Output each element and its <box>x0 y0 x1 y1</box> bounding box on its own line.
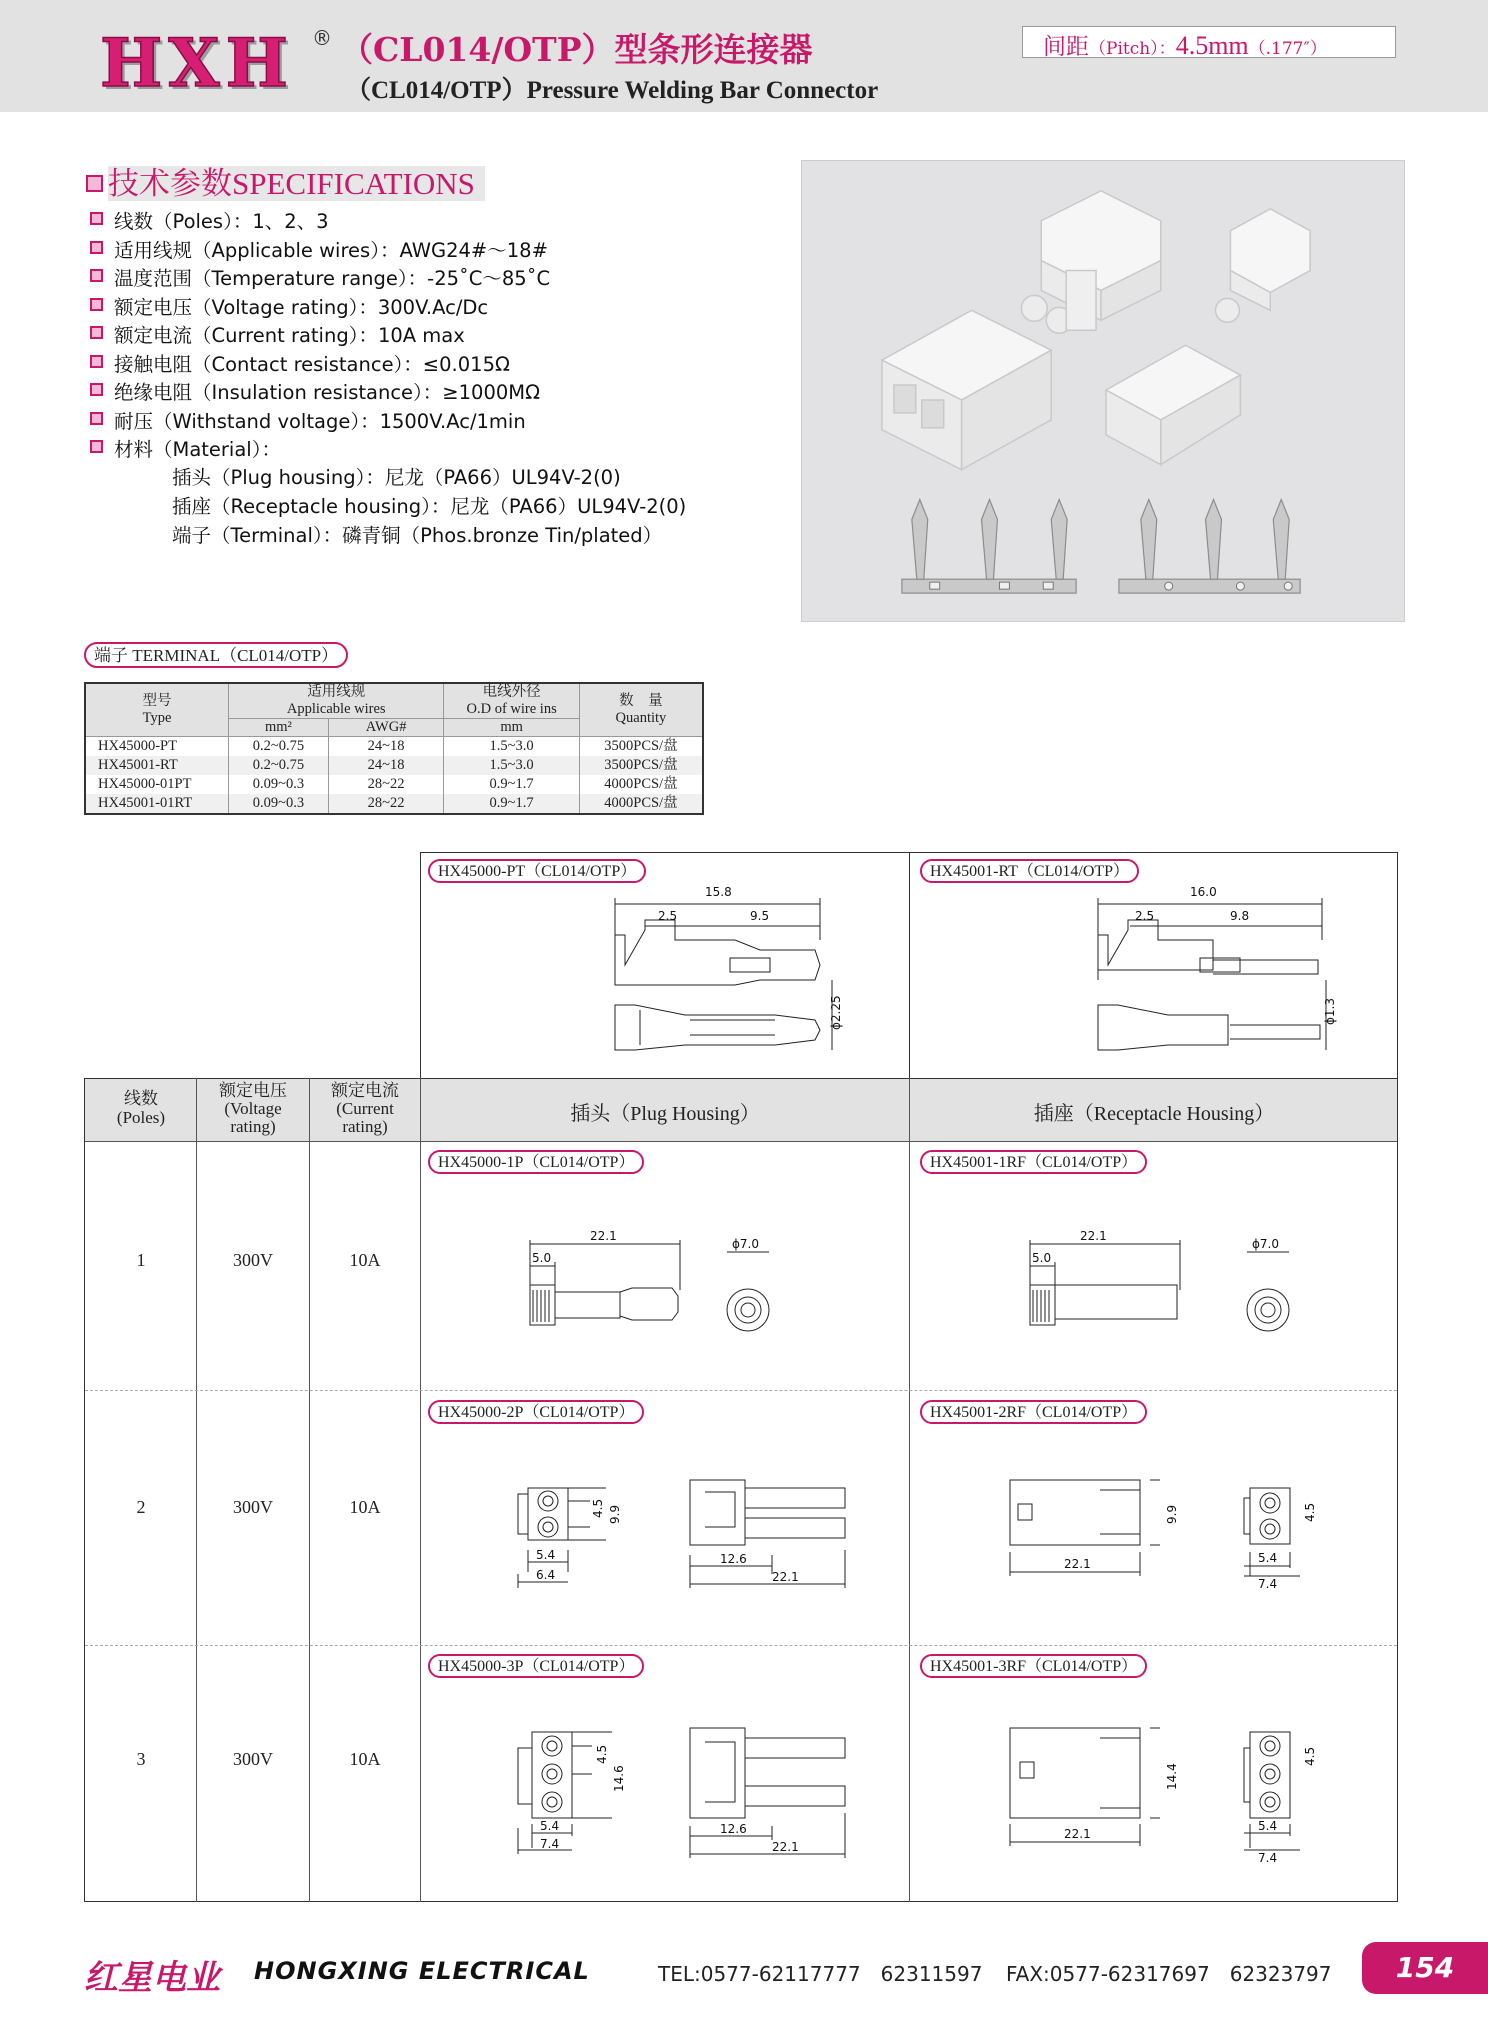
square-bullet-icon <box>90 298 103 311</box>
dim-pitch: 4.5 <box>1303 1746 1317 1766</box>
row-divider <box>85 1645 1397 1646</box>
plug-1p-label: HX45000-1P（CL014/OTP） <box>428 1150 644 1174</box>
dim-l1: 12.6 <box>720 1822 747 1836</box>
dim-total: 22.1 <box>1080 1229 1107 1243</box>
table-row: HX45001-RT 0.2~0.75 24~18 1.5~3.0 3500PCS/盘 <box>85 756 703 775</box>
table-row: HX45000-01PT 0.09~0.3 28~22 0.9~1.7 4000PCS/盘 <box>85 775 703 794</box>
brand-logo: HXH <box>100 24 294 102</box>
spec-item: 温度范围（Temperature range）：-25˚C～85˚C <box>90 263 790 292</box>
terminal-pt-label: HX45000-PT（CL014/OTP） <box>428 859 646 883</box>
header-divider <box>85 1141 1397 1142</box>
fax: FAX:0577-62317697 62323797 <box>1006 1962 1332 1986</box>
terminal-pt-drawing <box>600 880 860 1070</box>
dim-w1: 5.4 <box>1258 1551 1278 1565</box>
header-plug: 插头（Plug Housing） <box>570 1103 760 1125</box>
poles-value: 1 <box>136 1250 146 1270</box>
col-divider <box>196 1078 197 1902</box>
dim-dia: ϕ7.0 <box>732 1237 759 1251</box>
plug-3p-drawing <box>510 1718 850 1868</box>
col-awg: AWG# <box>328 719 444 737</box>
spec-item: 材料（Material）： <box>90 434 790 463</box>
header-current: 额定电流 (Current rating) <box>331 1081 399 1136</box>
dim-w2: 7.4 <box>1258 1577 1278 1591</box>
spec-title-en: SPECIFICATIONS <box>232 166 475 201</box>
square-bullet-icon <box>90 212 103 225</box>
voltage-value: 300V <box>233 1749 273 1769</box>
spec-item: 绝缘电阻（Insulation resistance）：≥1000MΩ <box>90 377 790 406</box>
registered-mark: ® <box>312 26 332 50</box>
pitch-label: 间距 <box>1043 34 1089 60</box>
dim-total: 16.0 <box>1190 885 1217 899</box>
pitch-value: 4.5mm <box>1175 31 1249 60</box>
pitch-label-en: （Pitch）： <box>1089 39 1176 59</box>
col-divider <box>309 1078 310 1902</box>
dim-front: 5.0 <box>1032 1251 1052 1265</box>
row-divider <box>85 1390 1397 1391</box>
dim-front: 5.0 <box>532 1251 552 1265</box>
dim-length: 22.1 <box>1064 1827 1091 1841</box>
page-header <box>0 0 1488 112</box>
title-chinese: （CL014/OTP）型条形连接器 <box>340 30 813 69</box>
spec-item: 接触电阻（Contact resistance）：≤0.015Ω <box>90 349 790 378</box>
spec-item: 额定电流（Current rating）：10A max <box>90 320 790 349</box>
poles-value: 3 <box>136 1749 146 1769</box>
pitch-inch: （.177″） <box>1248 39 1327 59</box>
receptacle-1rf-label: HX45001-1RF（CL014/OTP） <box>920 1150 1147 1174</box>
plug-2p-label: HX45000-2P（CL014/OTP） <box>428 1400 644 1424</box>
dim-l1: 12.6 <box>720 1552 747 1566</box>
col-od: 电线外径 O.D of wire ins <box>444 683 579 719</box>
col-type: 型号 Type <box>85 683 229 737</box>
receptacle-2rf-label: HX45001-2RF（CL014/OTP） <box>920 1400 1147 1424</box>
product-photo <box>801 160 1405 622</box>
square-bullet-icon <box>90 412 103 425</box>
dim-height: 14.6 <box>612 1765 626 1792</box>
terminal-rt-drawing <box>1090 880 1350 1070</box>
receptacle-2rf-drawing <box>1000 1470 1340 1600</box>
frame-divider <box>909 852 910 1078</box>
square-bullet-icon <box>90 269 103 282</box>
col-od-unit: mm <box>444 719 579 737</box>
spec-title-cn: 技术参数 <box>108 166 232 201</box>
header-voltage: 额定电压 (Voltage rating) <box>219 1081 287 1136</box>
square-bullet-icon <box>90 383 103 396</box>
spec-item: 线数（Poles）：1、2、3 <box>90 206 790 235</box>
dim-dia: ϕ1.3 <box>1323 998 1337 1025</box>
table-row: HX45001-01RT 0.09~0.3 28~22 0.9~1.7 4000PCS/盘 <box>85 794 703 814</box>
receptacle-3rf-drawing <box>1000 1718 1340 1868</box>
dim-1: 2.5 <box>1135 909 1155 923</box>
dim-2: 9.8 <box>1230 909 1250 923</box>
title-english: （CL014/OTP）Pressure Welding Bar Connector <box>346 77 879 104</box>
voltage-value: 300V <box>233 1497 273 1517</box>
dim-height: 9.9 <box>608 1504 622 1524</box>
spec-title <box>86 158 485 203</box>
col-divider <box>909 1078 910 1902</box>
dim-total: 15.8 <box>705 885 732 899</box>
dim-height: 14.4 <box>1165 1763 1179 1790</box>
connector-photo-illustration <box>802 161 1404 621</box>
page-number: 154 <box>1362 1942 1488 1994</box>
telephone: TEL:0577-62117777 62311597 <box>658 1962 983 1986</box>
square-bullet-icon <box>90 355 103 368</box>
poles-value: 2 <box>136 1497 146 1517</box>
material-item: 端子（Terminal）：磷青铜（Phos.bronze Tin/plated） <box>172 524 663 547</box>
dim-dia: ϕ2.25 <box>829 995 843 1030</box>
col-mm2: mm² <box>229 719 329 737</box>
square-bullet-icon <box>90 440 103 453</box>
square-bullet-icon <box>86 175 103 192</box>
dim-height: 9.9 <box>1165 1504 1179 1524</box>
header-receptacle: 插座（Receptacle Housing） <box>1033 1103 1275 1125</box>
spec-item: 适用线规（Applicable wires）：AWG24#～18# <box>90 235 790 264</box>
col-wires: 适用线规 Applicable wires <box>229 683 444 719</box>
company-name-en: HONGXING ELECTRICAL <box>254 1957 590 1985</box>
company-name-cn: 红星电业 <box>84 1958 220 1998</box>
square-bullet-icon <box>90 326 103 339</box>
square-bullet-icon <box>90 241 103 254</box>
dim-total: 22.1 <box>590 1229 617 1243</box>
terminal-table <box>84 682 704 815</box>
spec-item: 额定电压（Voltage rating）：300V.Ac/Dc <box>90 292 790 321</box>
dim-1: 2.5 <box>658 909 678 923</box>
current-value: 10A <box>349 1497 381 1517</box>
receptacle-3rf-label: HX45001-3RF（CL014/OTP） <box>920 1654 1147 1678</box>
dim-pitch: 4.5 <box>591 1498 605 1518</box>
plug-2p-drawing <box>510 1470 850 1600</box>
dim-2: 9.5 <box>750 909 770 923</box>
current-value: 10A <box>349 1250 381 1270</box>
dim-l2: 22.1 <box>772 1570 799 1584</box>
pitch-box <box>1022 26 1396 58</box>
dim-length: 22.1 <box>1064 1557 1091 1571</box>
dim-w2: 7.4 <box>1258 1851 1278 1865</box>
receptacle-1rf-drawing <box>1020 1230 1320 1340</box>
plug-1p-drawing <box>520 1230 820 1340</box>
dim-dia: ϕ7.0 <box>1252 1237 1279 1251</box>
col-qty: 数 量 Quantity <box>579 683 703 737</box>
col-divider <box>420 1078 421 1902</box>
terminal-rt-label: HX45001-RT（CL014/OTP） <box>920 859 1139 883</box>
dim-w1: 5.4 <box>1258 1819 1278 1833</box>
dim-w2: 7.4 <box>540 1837 560 1851</box>
terminal-section-label: 端子 TERMINAL（CL014/OTP） <box>84 642 348 668</box>
dim-w1: 5.4 <box>536 1548 556 1562</box>
header-poles: 线数 (Poles) <box>116 1089 166 1127</box>
material-item: 插座（Receptacle housing）：尼龙（PA66）UL94V-2(0) <box>172 495 687 518</box>
dim-pitch: 4.5 <box>1303 1502 1317 1522</box>
table-row: HX45000-PT 0.2~0.75 24~18 1.5~3.0 3500PCS/盘 <box>85 737 703 757</box>
material-item: 插头（Plug housing）：尼龙（PA66）UL94V-2(0) <box>172 466 621 489</box>
dim-l2: 22.1 <box>772 1840 799 1854</box>
voltage-value: 300V <box>233 1250 273 1270</box>
dim-w2: 6.4 <box>536 1568 556 1582</box>
plug-3p-label: HX45000-3P（CL014/OTP） <box>428 1654 644 1678</box>
current-value: 10A <box>349 1749 381 1769</box>
dim-pitch: 4.5 <box>595 1744 609 1764</box>
dim-w1: 5.4 <box>540 1819 560 1833</box>
spec-item: 耐压（Withstand voltage）：1500V.Ac/1min <box>90 406 790 435</box>
